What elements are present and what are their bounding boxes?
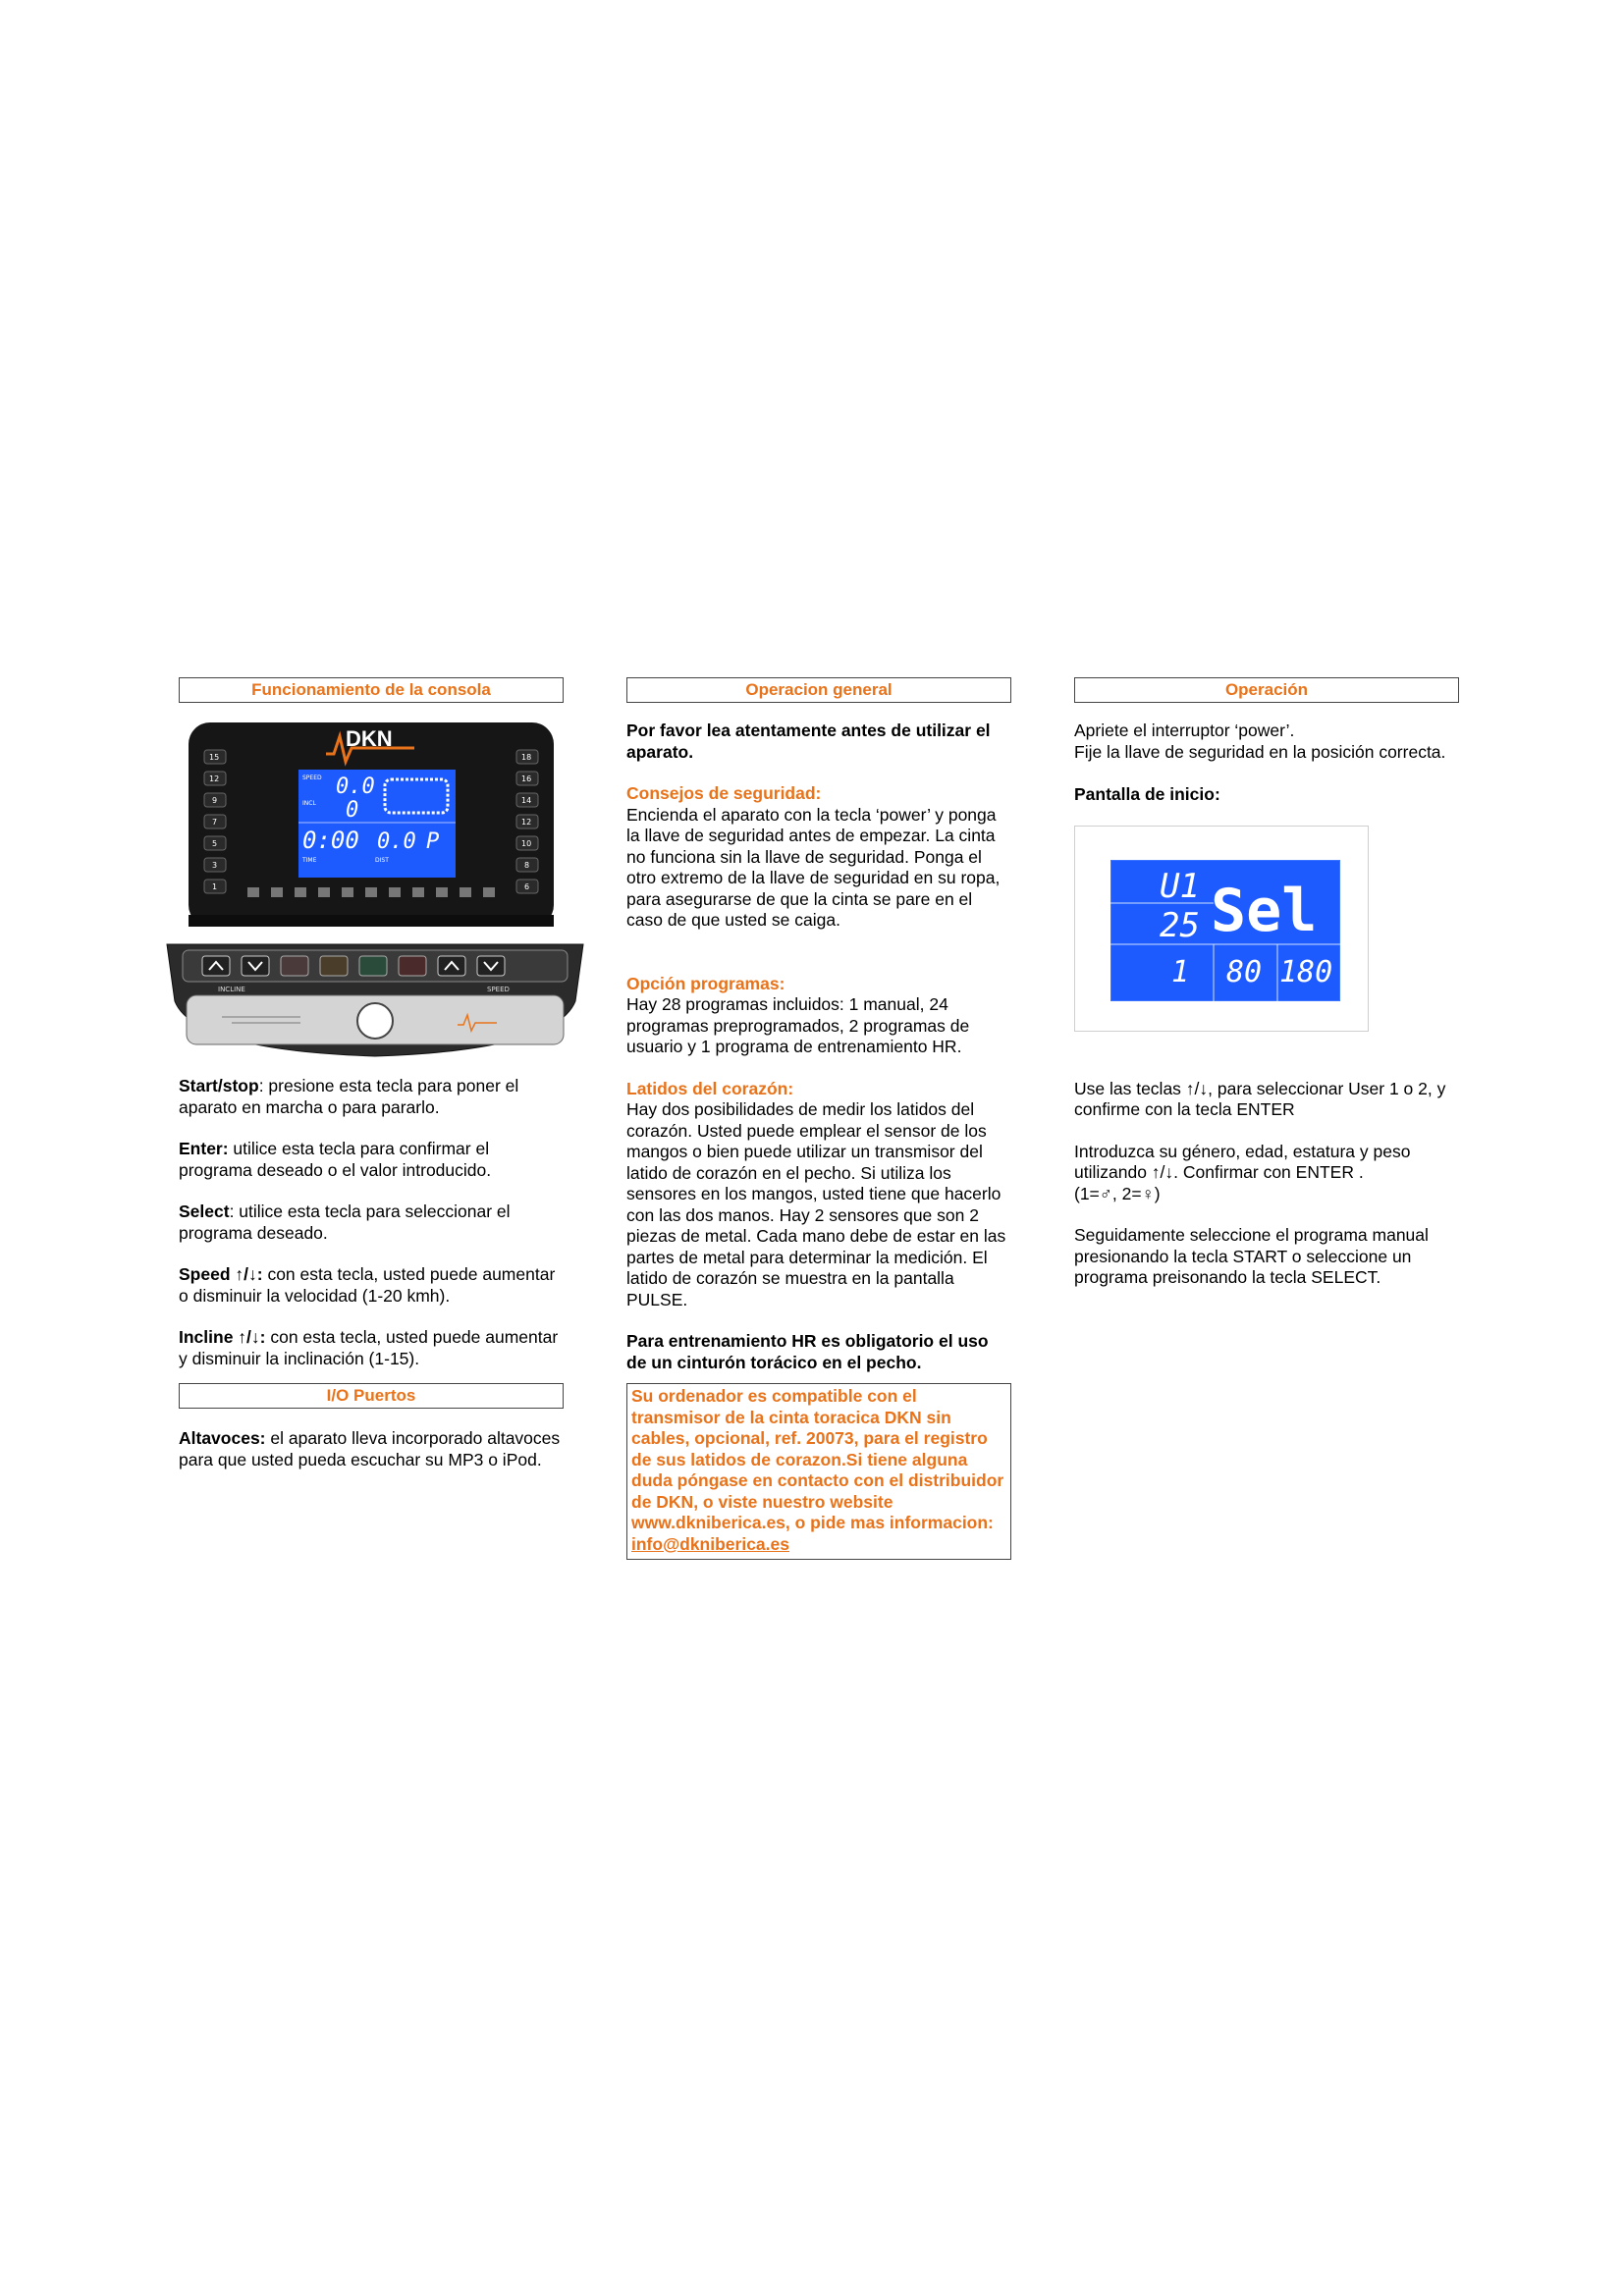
svg-text:15: 15 xyxy=(209,753,220,762)
lcd-weight: 80 xyxy=(1226,954,1263,989)
user-select-text: Use las teclas ↑/↓, para seleccionar User 1 o 2, y confirme con la tecla ENTER xyxy=(1074,1078,1446,1119)
column-console xyxy=(179,677,564,1470)
svg-text:6: 6 xyxy=(524,882,530,891)
right-keys xyxy=(516,750,538,893)
section-header-console: Funcionamiento de la consola xyxy=(179,677,564,703)
lcd-age: 25 xyxy=(1160,905,1200,945)
svg-text:0.0: 0.0 xyxy=(377,829,416,854)
item-incline: Incline ↑/↓: con esta tecla, usted puede aumentar y disminuir la inclinación (1-15). xyxy=(179,1327,559,1368)
gender-legend: (1=♂, 2=♀) xyxy=(1074,1183,1161,1203)
item-enter: Enter: utilice esta tecla para confirmar el programa deseado o el valor introducido. xyxy=(179,1139,492,1180)
svg-text:3: 3 xyxy=(212,861,218,870)
hr-note: Para entrenamiento HR es obligatorio el uso de un cinturón torácico en el pecho. xyxy=(626,1331,989,1372)
svg-text:12: 12 xyxy=(209,774,220,783)
safety-title: Consejos de seguridad: xyxy=(626,783,822,803)
start-screen-lcd xyxy=(1110,860,1340,1001)
programs-text: Hay 28 programas incluidos: 1 manual, 24 programas preprogramados, 2 programas de usuario y 1 programa de entrenamiento HR. xyxy=(626,994,970,1056)
svg-text:DIST: DIST xyxy=(375,857,389,864)
intro-text: Por favor lea atentamente antes de utilizar el aparato. xyxy=(626,721,991,762)
item-speed: Speed ↑/↓: con esta tecla, usted puede aumentar o disminuir la velocidad (1-20 kmh). xyxy=(179,1264,556,1306)
svg-text:8: 8 xyxy=(524,861,530,870)
start-screen-image xyxy=(1074,826,1369,1032)
lcd-sel: Sel xyxy=(1211,876,1318,945)
console-image xyxy=(179,722,564,929)
section-header-general: Operacion general xyxy=(626,677,1011,703)
speed-down-button[interactable] xyxy=(477,956,505,976)
program-select-text: Seguidamente seleccione el programa manual presionando la tecla START o seleccione un programa preisonando la tecla SELECT. xyxy=(1074,1225,1429,1287)
keypad-svg xyxy=(163,942,587,1060)
item-select: Select: utilice esta tecla para seleccionar el programa deseado. xyxy=(179,1201,511,1243)
speed-up-button[interactable] xyxy=(438,956,465,976)
incline-down-button[interactable] xyxy=(242,956,269,976)
left-keys xyxy=(204,750,226,893)
heart-title: Latidos del corazón: xyxy=(626,1078,794,1098)
incline-up-button[interactable] xyxy=(202,956,230,976)
svg-text:1: 1 xyxy=(212,882,218,891)
screen-title: Pantalla de inicio: xyxy=(1074,784,1220,804)
svg-text:14: 14 xyxy=(521,796,532,805)
console-panel-svg xyxy=(179,722,564,929)
svg-text:INCLINE: INCLINE xyxy=(218,986,245,993)
svg-text:SPEED: SPEED xyxy=(302,774,322,781)
select-button[interactable] xyxy=(399,956,426,976)
svg-text:18: 18 xyxy=(521,753,532,762)
lcd-height: 180 xyxy=(1279,954,1333,989)
svg-text:INCL: INCL xyxy=(302,800,316,807)
email-link[interactable]: info@dkniberica.es xyxy=(631,1533,789,1554)
start-button[interactable] xyxy=(281,956,308,976)
keypad-image xyxy=(163,942,587,1060)
svg-text:0.0: 0.0 xyxy=(336,774,375,799)
svg-text:5: 5 xyxy=(212,839,218,848)
section-header-io: I/O Puertos xyxy=(179,1383,564,1409)
safety-text: Encienda el aparato con la tecla ‘power’ y ponga la llave de seguridad antes de empezar. La cinta no funciona sin la llave de seguridad. Ponga el otro extremo de la llave de seguridad en su ropa, para asegurarse de que la cinta se pare en el caso de que usted se caiga. xyxy=(626,804,1001,930)
lcd-gender: 1 xyxy=(1171,954,1190,989)
column-operation xyxy=(1074,677,1459,1289)
svg-text:16: 16 xyxy=(521,774,532,783)
profile-text: Introduzca su género, edad, estatura y peso utilizando ↑/↓. Confirmar con ENTER . xyxy=(1074,1141,1411,1182)
svg-text:12: 12 xyxy=(521,818,532,827)
console-brand: DKN xyxy=(346,726,393,751)
programs-title: Opción programas: xyxy=(626,973,785,993)
svg-text:10: 10 xyxy=(521,839,532,848)
safety-key-icon xyxy=(357,1003,393,1039)
svg-text:0:00: 0:00 xyxy=(302,827,359,854)
svg-text:SPEED: SPEED xyxy=(487,986,510,993)
column-general xyxy=(626,677,1011,1560)
item-speakers: Altavoces: el aparato lleva incorporado altavoces para que usted pueda escuchar su MP3 o iPod. xyxy=(179,1428,561,1469)
section-header-operation: Operación xyxy=(1074,677,1459,703)
svg-text:0: 0 xyxy=(346,798,359,823)
compatibility-box: Su ordenador es compatible con el transmisor de la cinta toracica DKN sin cables, opcional, ref. 20073, para el registro de sus latidos de corazon.Si tiene alguna duda póngase en contacto con el distribuidor de DKN, o viste nuestro website www.dkniberica.es, o pide mas informacion: info@dkniberica.es xyxy=(626,1383,1011,1560)
svg-text:TIME: TIME xyxy=(302,857,317,864)
svg-text:7: 7 xyxy=(212,818,218,827)
key-text: Fije la llave de seguridad en la posición correcta. xyxy=(1074,741,1446,762)
svg-text:9: 9 xyxy=(212,796,218,805)
heart-text: Hay dos posibilidades de medir los latidos del corazón. Usted puede emplear el sensor de los mangos o bien puede utilizar un transmisor del latido de corazón en el pecho. Si utiliza los sensores en los mangos, usted tiene que hacerlo con las dos manos. Hay 2 sensores que son 2 piezas de metal. Cada mano debe de estar en las partes de metal para determinar la medición. El latido de corazón se muestra en la pantalla PULSE. xyxy=(626,1099,1006,1309)
stop-button[interactable] xyxy=(320,956,348,976)
svg-text:P: P xyxy=(426,829,440,854)
power-text: Apriete el interruptor ‘power’. xyxy=(1074,721,1295,740)
lcd-user: U1 xyxy=(1160,866,1200,906)
item-start-stop: Start/stop: presione esta tecla para poner el aparato en marcha o para pararlo. xyxy=(179,1076,519,1117)
enter-button[interactable] xyxy=(359,956,387,976)
